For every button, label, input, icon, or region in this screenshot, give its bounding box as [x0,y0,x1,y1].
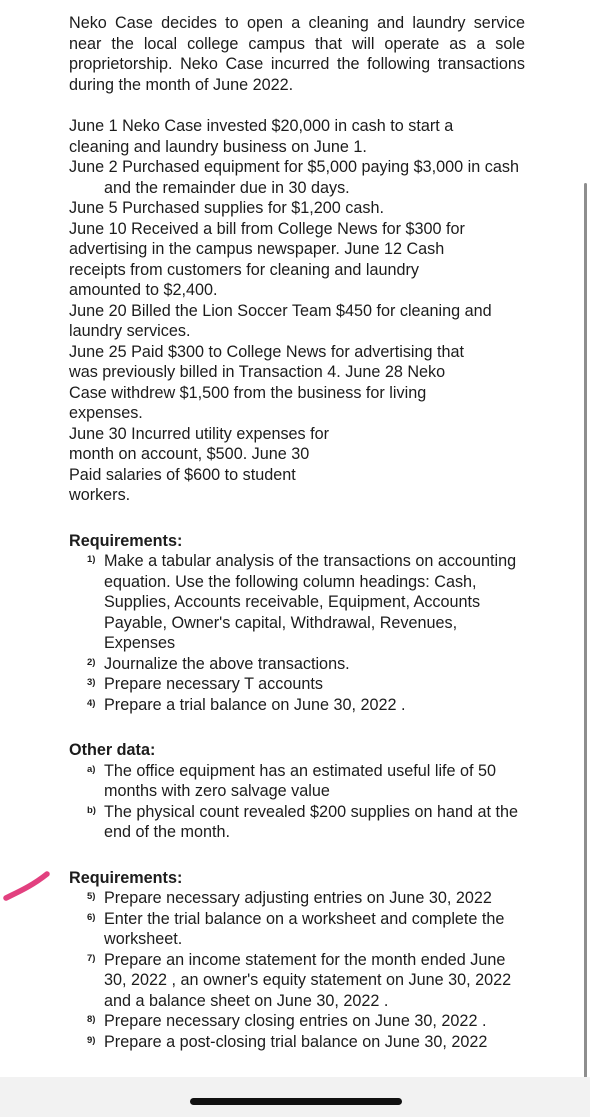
section-heading: Other data: [69,741,156,759]
transaction-line: June 25 Paid $300 to College News for advertising that [69,342,465,361]
transaction-entry [69,157,525,198]
transaction-line: June 10 Received a bill from College News for $300 for [69,219,465,238]
transaction-line: workers. [69,486,131,504]
transaction-entry [69,301,525,342]
numbered-item [69,888,525,909]
numbered-item [69,1011,525,1032]
transaction-line: advertising in the campus newspaper. June 12 Cash [69,240,445,258]
item-text: Journalize the above transactions. [104,654,350,673]
transaction-line: amounted to $2,400. [69,281,218,299]
numbered-item [69,950,525,1012]
item-number: 1) [87,554,96,565]
item-text: The office equipment has an estimated useful life of 50 months with zero salvage value [104,761,497,800]
document-body [69,13,525,1052]
transaction-line: expenses. [69,404,143,422]
transaction-line: Case withdrew $1,500 from the business for living [69,383,427,402]
item-number: 4) [87,697,96,709]
item-number: a) [87,763,96,775]
item-text: Prepare a trial balance on June 30, 2022 . [104,695,406,714]
numbered-item [69,1032,525,1053]
transaction-line: cleaning and laundry business on June 1. [69,137,367,156]
transaction-entry [69,424,525,506]
item-text: Prepare necessary T accounts [104,675,323,693]
transaction-line: was previously billed in Transaction 4. June 28 Neko [69,363,446,381]
item-number: b) [87,804,96,816]
transaction-line: June 1 Neko Case invested $20,000 in cash to start a [69,117,454,135]
item-text: Prepare necessary closing entries on June 30, 2022 . [104,1012,487,1030]
item-text: Prepare an income statement for the month ended June 30, 2022 , an owner's equity statement on June 30, 2022 and a balance sheet on June 30, 2022 . [104,950,512,1010]
item-number: 3) [87,677,96,688]
item-text: Enter the trial balance on a worksheet and complete the worksheet. [104,909,505,948]
item-text: The physical count revealed $200 supplies on hand at the end of the month. [104,802,518,841]
numbered-item [69,551,525,654]
item-number: 8) [87,1014,96,1025]
transaction-line: Paid salaries of $600 to student [69,465,296,484]
transaction-entry [69,342,525,424]
transaction-line: June 20 Billed the Lion Soccer Team $450 for cleaning and [69,301,492,320]
transaction-line: June 5 Purchased supplies for $1,200 cash. [69,199,384,217]
transactions-list [69,116,525,506]
item-number: 5) [87,891,96,902]
transaction-entry [69,198,525,219]
other-data-section [69,740,525,843]
item-text: Prepare necessary adjusting entries on June 30, 2022 [104,889,492,907]
transaction-line: June 30 Incurred utility expenses for [69,424,330,443]
item-number: 6) [87,911,96,923]
intro-paragraph: Neko Case decides to open a cleaning and laundry service near the local college campus that will operate as a sole proprietorship. Neko Case incurred the following transactions during the month of June 2022. [69,14,525,94]
requirements-section-2 [69,868,525,1053]
numbered-item [69,761,525,802]
pen-mark-annotation [0,862,56,904]
numbered-item [69,654,525,675]
item-number: 9) [87,1034,96,1046]
numbered-item [69,909,525,950]
transaction-entry [69,116,525,157]
item-text: Prepare a post-closing trial balance on June 30, 2022 [104,1032,488,1051]
scrollbar[interactable] [584,183,587,1100]
section-heading: Requirements: [69,531,183,550]
numbered-item [69,802,525,843]
transaction-line: month on account, $500. June 30 [69,445,310,463]
transaction-line: June 2 Purchased equipment for $5,000 paying $3,000 in cash and the remainder due in 30 days. [69,158,519,197]
item-number: 7) [87,952,96,964]
transaction-line: laundry services. [69,322,191,340]
section-heading: Requirements: [69,868,183,887]
transaction-line: receipts from customers for cleaning and laundry [69,260,419,279]
requirements-section-1 [69,531,525,716]
item-number: 2) [87,656,96,668]
item-text: Make a tabular analysis of the transactions on accounting equation. Use the following column headings: Cash, Supplies, Accounts receivable, Equipment, Accounts Payable, Owner's capital, Withdrawal, Revenues, Expenses [104,552,517,652]
home-indicator[interactable] [190,1098,402,1105]
numbered-item [69,674,525,695]
numbered-item [69,695,525,716]
bottom-bar [0,1077,590,1117]
transaction-entry [69,219,525,301]
